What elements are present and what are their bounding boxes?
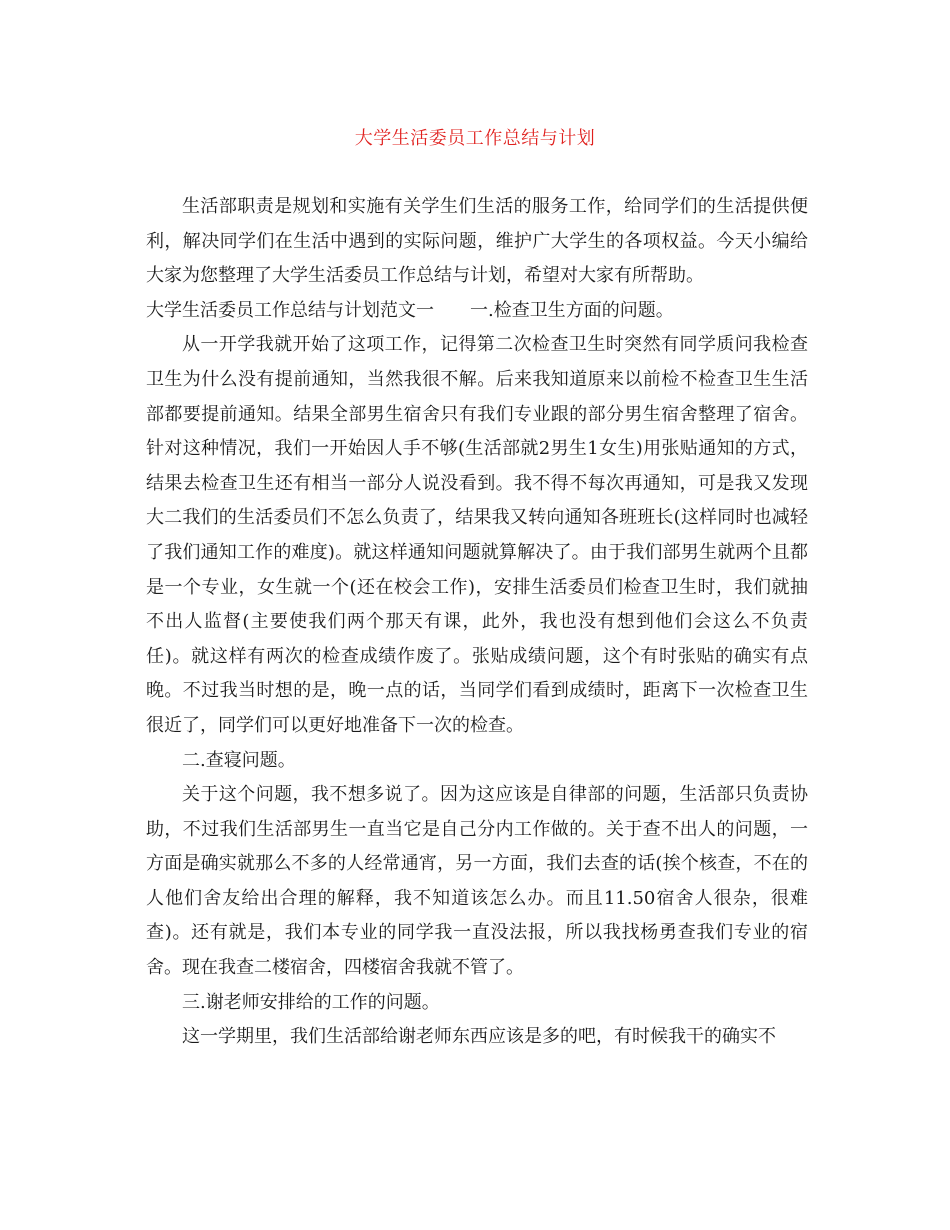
- document-body: [146, 190, 808, 1055]
- section-1-paragraph: 从一开学我就开始了这项工作，记得第二次检查卫生时突然有同学质问我检查卫生为什么没有提前通知，当然我很不解。后来我知道原来以前检不检查卫生生活部都要提前通知。结果全部男生宿舍只有我们专业跟的部分男生宿舍整理了宿舍。针对这种情况，我们一开始因人手不够(生活部就2男生1女生)用张贴通知的方式，结果去检查卫生还有相当一部分人说没看到。我不得不每次再通知，可是我又发现大二我们的生活委员们不怎么负责了，结果我又转向通知各班班长(这样同时也减轻了我们通知工作的难度)。就这样通知问题就算解决了。由于我们部男生就两个且都是一个专业，女生就一个(还在校会工作)，安排生活委员们检查卫生时，我们就抽不出人监督(主要使我们两个那天有课，此外，我也没有想到他们会这么不负责任)。就这样有两次的检查成绩作废了。张贴成绩问题，这个有时张贴的确实有点晚。不过我当时想的是，晚一点的话，当同学们看到成绩时，距离下一次检查卫生很近了，同学们可以更好地准备下一次的检查。: [146, 334, 808, 736]
- section-3-paragraph: 这一学期里，我们生活部给谢老师东西应该是多的吧，有时候我干的确实不: [182, 1026, 776, 1048]
- sample-heading: 大学生活委员工作总结与计划范文一: [146, 299, 434, 321]
- section-3-heading: 三.谢老师安排给的工作的问题。: [182, 991, 440, 1013]
- section-2-heading: 二.查寝问题。: [182, 749, 296, 771]
- sample-heading-line: [146, 294, 808, 329]
- intro-paragraph: 生活部职责是规划和实施有关学生们生活的服务工作，给同学们的生活提供便利，解决同学们在生活中遇到的实际问题，维护广大学生的各项权益。今天小编给大家为您整理了大学生活委员工作总结与计划，希望对大家有所帮助。: [146, 196, 808, 287]
- document-title: 大学生活委员工作总结与计划: [354, 128, 596, 149]
- section-2-paragraph: 关于这个问题，我不想多说了。因为这应该是自律部的问题，生活部只负责协助，不过我们生活部男生一直当它是自己分内工作做的。关于查不出人的问题，一方面是确实就那么不多的人经常通宵，另一方面，我们去查的话(挨个核查，不在的人他们舍友给出合理的解释，我不知道该怎么办。而且11.50宿舍人很杂，很难查)。还有就是，我们本专业的同学我一直没法报，所以我找杨勇查我们专业的宿舍。现在我查二楼宿舍，四楼宿舍我就不管了。: [146, 784, 808, 979]
- section-1-heading: 一.检查卫生方面的问题。: [470, 299, 674, 321]
